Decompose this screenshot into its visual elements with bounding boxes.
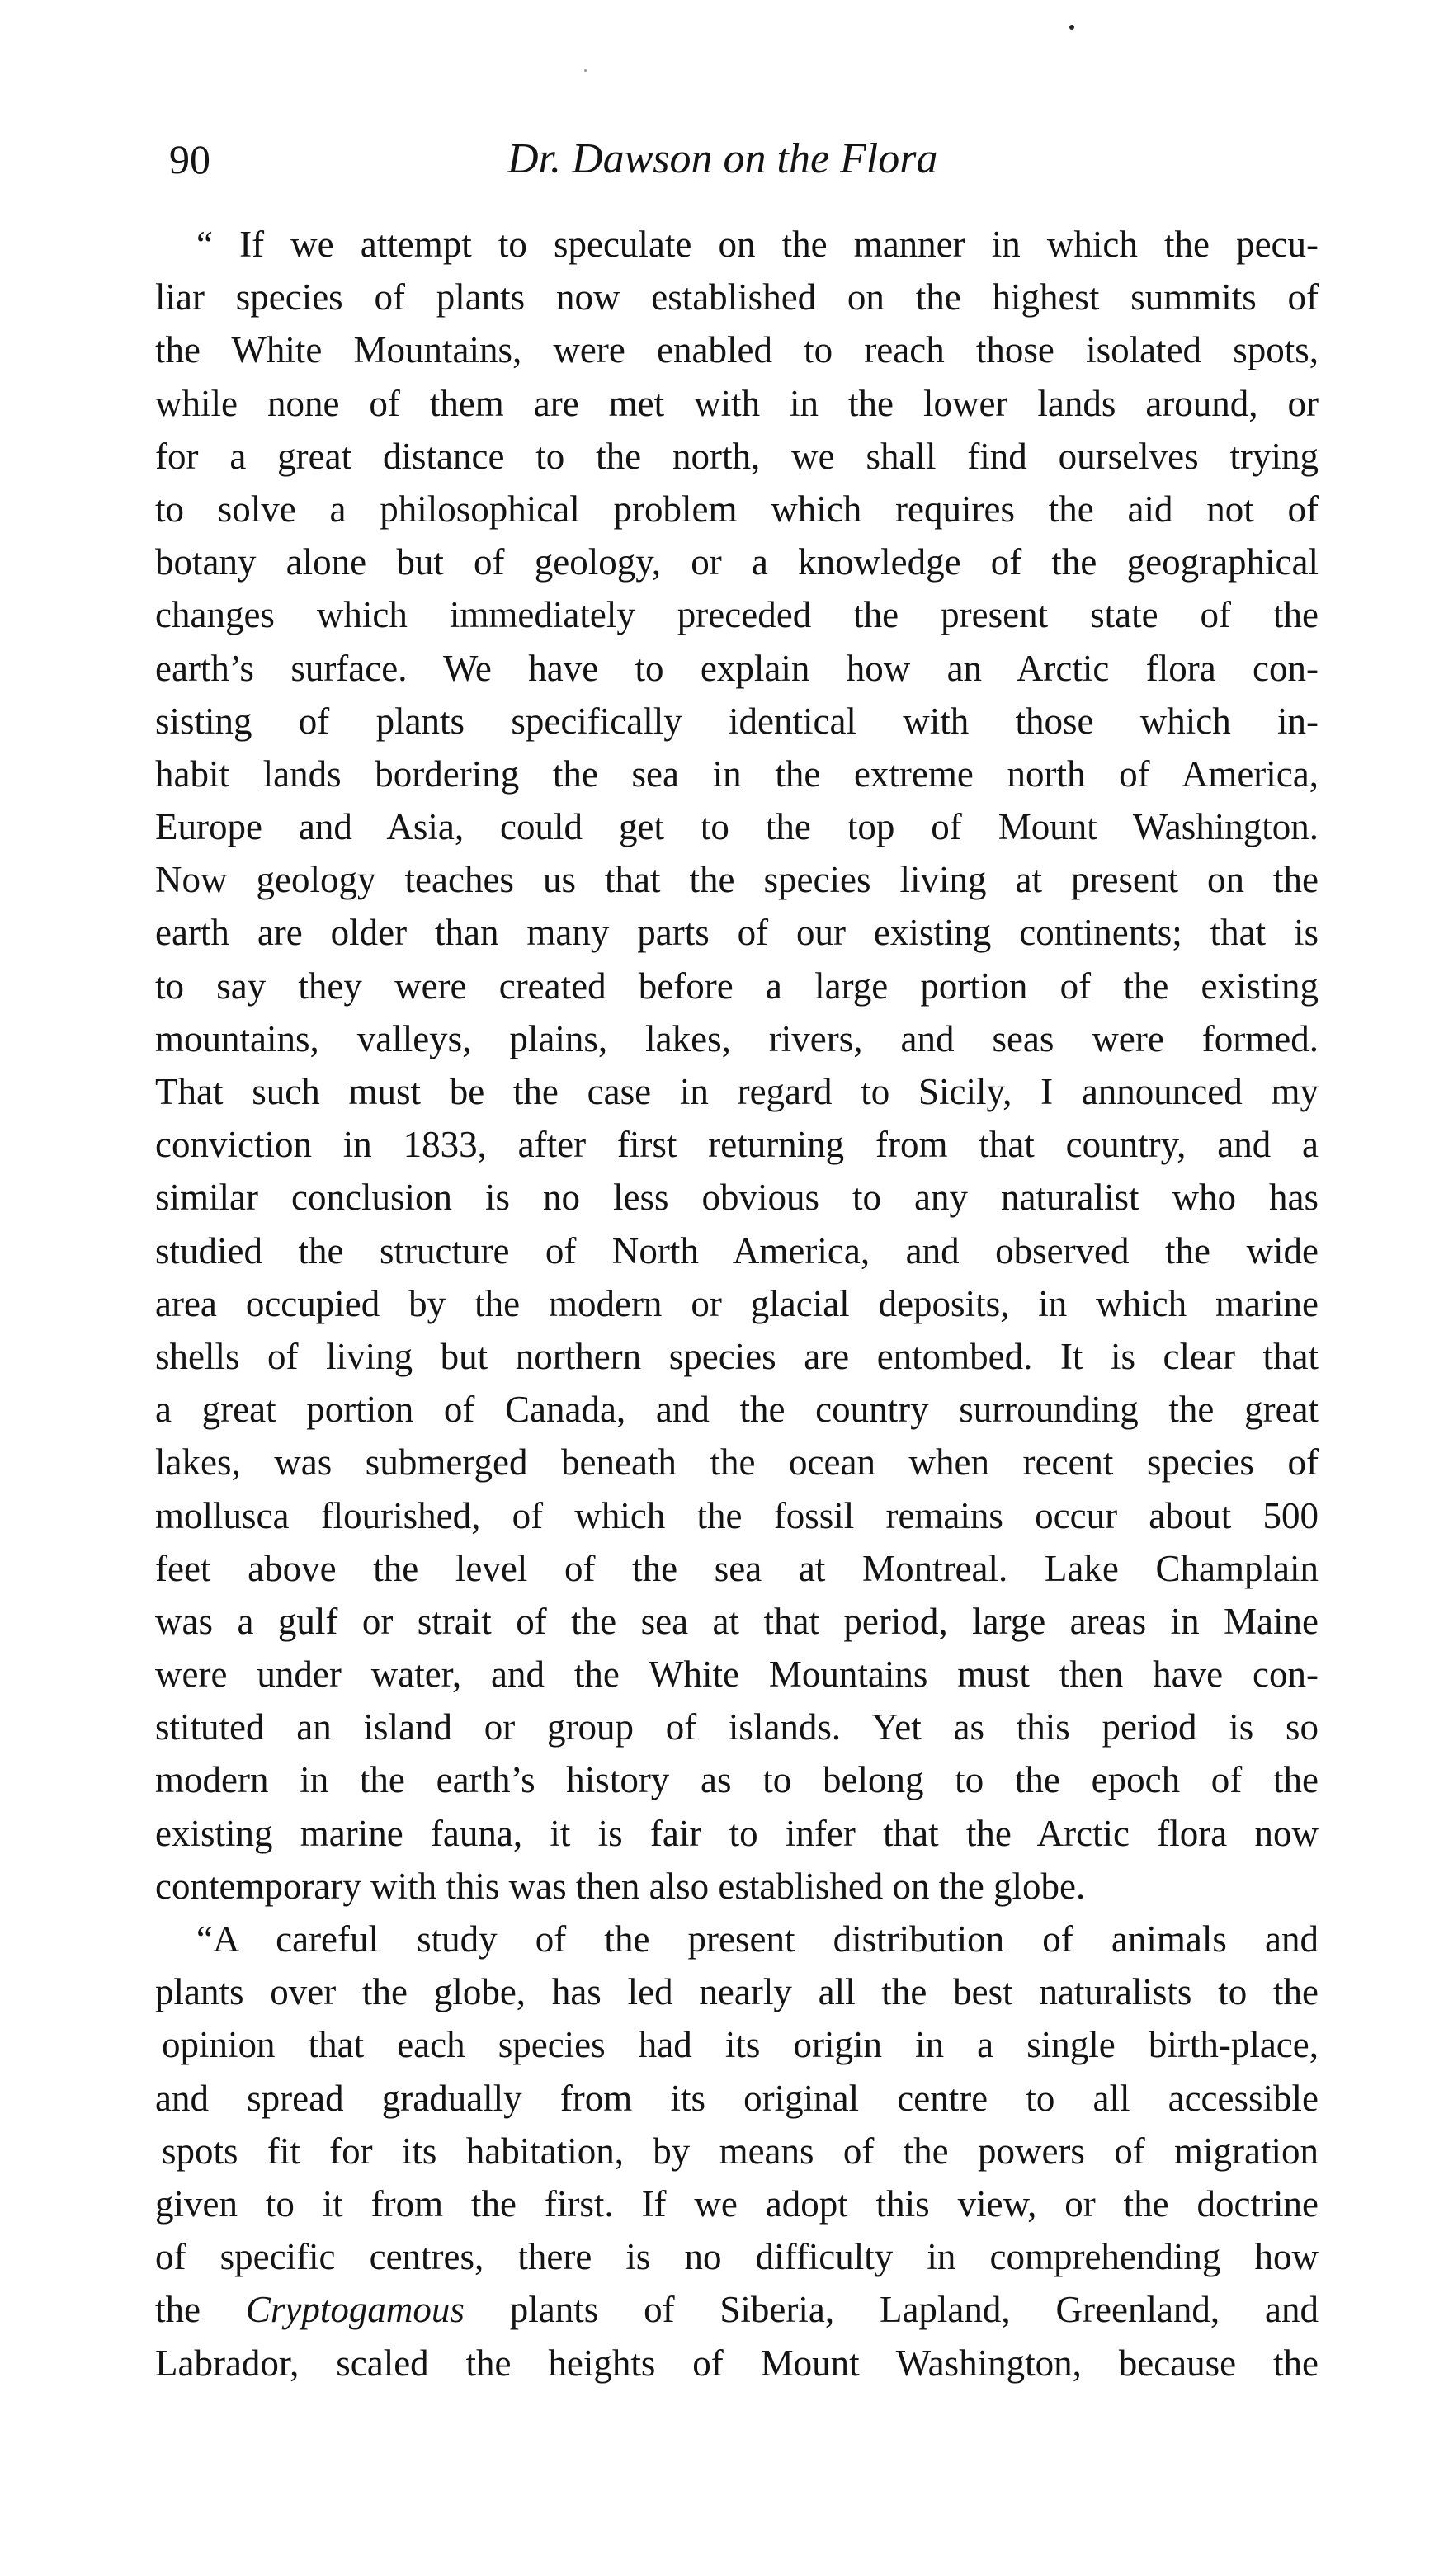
- text-line: a great portion of Canada, and the country surrounding the great: [155, 1389, 1319, 1431]
- text-line: feet above the level of the sea at Montreal. Lake Champlain: [155, 1547, 1319, 1589]
- text-line: were under water, and the White Mountains must then have con-: [155, 1654, 1319, 1696]
- text-line: the White Mountains, were enabled to reach those isolated spots,: [155, 329, 1319, 371]
- text-line: shells of living but northern species are entombed. It is clear that: [155, 1335, 1319, 1377]
- text-line: area occupied by the modern or glacial deposits, in which marine: [155, 1282, 1319, 1324]
- text-line: That such must be the case in regard to Sicily, I announced my: [155, 1071, 1319, 1112]
- text-line: earth’s surface. We have to explain how an Arctic flora con-: [155, 647, 1319, 689]
- ink-speck: [584, 69, 587, 72]
- text-line: earth are older than many parts of our existing continents; that is: [155, 912, 1319, 954]
- text-line: mollusca flourished, of which the fossil remains occur about 500: [155, 1494, 1319, 1536]
- text-line: habit lands bordering the sea in the extreme north of America,: [155, 753, 1319, 795]
- running-head: Dr. Dawson on the Flora: [507, 135, 938, 182]
- text-line: modern in the earth’s history as to belong to the epoch of the: [155, 1759, 1319, 1801]
- text-line: to solve a philosophical problem which requires the aid not of: [155, 488, 1319, 530]
- text-line: spots fit for its habitation, by means of the powers of migration: [162, 2130, 1319, 2172]
- italic-term: Cryptogamous: [245, 2289, 465, 2331]
- text-line: [155, 2283, 1319, 2336]
- text-line: plants over the globe, has led nearly all the best naturalists to the: [155, 1971, 1319, 2013]
- page-header: [169, 130, 1324, 188]
- text-line: Now geology teaches us that the species living at present on the: [155, 859, 1319, 901]
- text-line: existing marine fauna, it is fair to infer that the Arctic flora now: [155, 1812, 1319, 1854]
- text-line: contemporary with this was then also established on the globe.: [155, 1865, 1086, 1907]
- text-line: while none of them are met with in the lower lands around, or: [155, 382, 1319, 424]
- text-line: of specific centres, there is no difficulty in comprehending how: [155, 2236, 1319, 2278]
- page-number: 90: [169, 136, 210, 182]
- text-line: lakes, was submerged beneath the ocean when recent species of: [155, 1441, 1319, 1484]
- text-line: botany alone but of geology, or a knowledge of the geographical: [155, 541, 1319, 583]
- text-line: “ If we attempt to speculate on the manner in which the pecu-: [196, 224, 1319, 265]
- text-line: sisting of plants specifically identical with those which in-: [155, 700, 1319, 742]
- text-line: was a gulf or strait of the sea at that period, large areas in Maine: [155, 1600, 1319, 1642]
- text-line: given to it from the first. If we adopt this view, or the doctrine: [155, 2182, 1319, 2225]
- text-line: conviction in 1833, after first returning from that country, and a: [155, 1124, 1319, 1166]
- text-line: opinion that each species had its origin in a single birth-place,: [162, 2024, 1319, 2066]
- text-line: for a great distance to the north, we shall find ourselves trying: [155, 435, 1319, 477]
- text-fragment: plants of Siberia, Lapland, Greenland, and: [509, 2289, 1319, 2331]
- text-line: changes which immediately preceded the present state of the: [155, 594, 1319, 636]
- text-line: Labrador, scaled the heights of Mount Washington, because the: [155, 2342, 1319, 2384]
- text-line: to say they were created before a large portion of the existing: [155, 965, 1319, 1007]
- body-text: [155, 218, 1319, 2390]
- text-line: Europe and Asia, could get to the top of Mount Washington.: [155, 806, 1319, 848]
- text-line: liar species of plants now established on the highest summits of: [155, 276, 1319, 318]
- text-line: “A careful study of the present distribution of animals and: [196, 1918, 1319, 1960]
- text-fragment: the: [155, 2289, 201, 2331]
- ink-speck: [1069, 25, 1074, 30]
- text-line: stituted an island or group of islands. Yet as this period is so: [155, 1706, 1319, 1748]
- text-line: similar conclusion is no less obvious to any naturalist who has: [155, 1177, 1319, 1219]
- text-line: and spread gradually from its original centre to all accessible: [155, 2077, 1319, 2119]
- text-line: mountains, valleys, plains, lakes, rivers, and seas were formed.: [155, 1017, 1319, 1059]
- text-line: studied the structure of North America, and observed the wide: [155, 1229, 1319, 1271]
